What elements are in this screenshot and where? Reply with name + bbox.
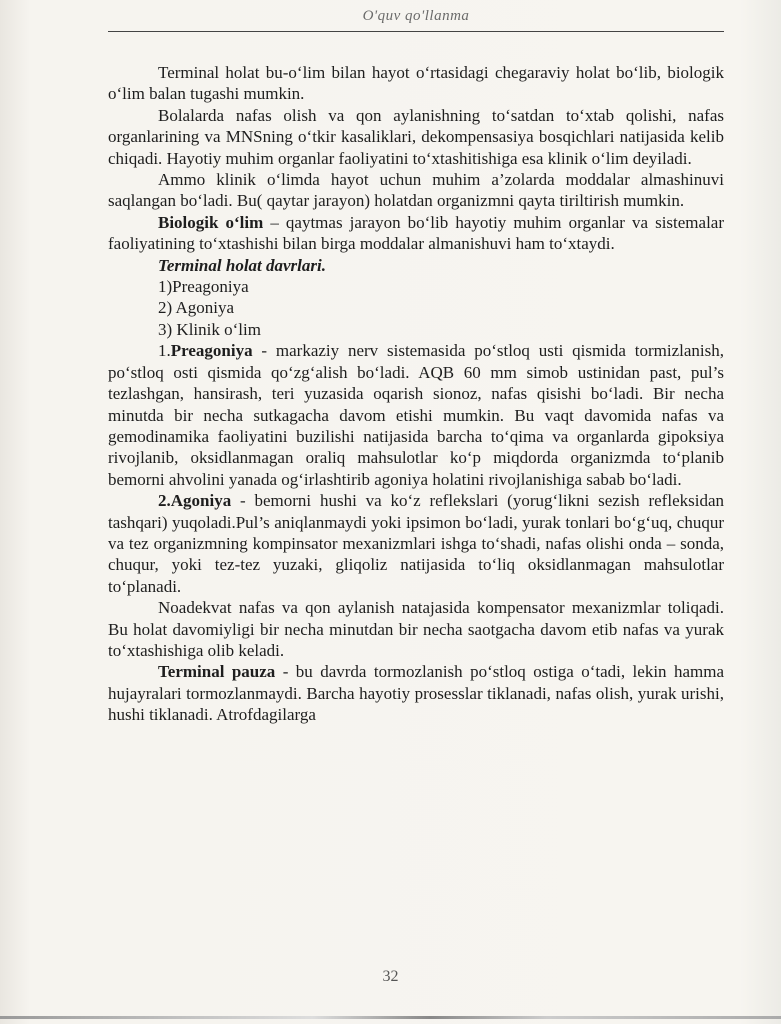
list-item: 2) Agoniya <box>158 298 235 318</box>
paragraph-text: – qaytmas jarayon bo‘lib hayotiy muhim organlar va sistemalar faoliyatining to‘xtashishi bilan birga moddalar almanishuvi ham to‘xtaydi. <box>108 212 724 254</box>
paragraph-number: 1. <box>158 341 171 361</box>
paragraph-text: - bu davrda tormozlanish po‘stloq ostiga o‘tadi, lekin hamma hujayralari tormozlanmaydi. Barcha hayotiy prosesslar tiklanadi, nafas olish, yurak urishi, hushi tiklanadi. Atrofdagilarga <box>108 662 725 725</box>
list-item: 1)Preagoniya <box>158 277 249 297</box>
scan-edge <box>0 1016 781 1019</box>
paragraph: Terminal holat bu-o‘lim bilan hayot o‘rtasidagi chegaraviy holat bo‘lib, biologik o‘lim balan tugashi mumkin. <box>108 63 724 104</box>
paragraph-text: - bemorni hushi va ko‘z reflekslari (yorug‘likni sezish refleksidan tashqari) yuqoladi.Pul’s aniqlanmaydi yoki ipsimon bo‘ladi, yurak tonlari bo‘g‘uq, chuqur va tez organizmning kompinsator mexanizmlari ishga to‘shadi, nafas olishi onda – sonda, chuqur, yoki tez-tez yuzaki, gliqoliz natijasida to‘liq oksidlanmagan mahsulotlar to‘planadi. <box>108 491 724 596</box>
paragraph-text: - markaziy nerv sistemasida po‘stloq usti qismida tormizlanish, po‘stloq osti qismida qo‘zg‘alish bo‘ladi. AQB 60 mm simob ustinidan past, pul’s tezlashgan, hansirash, teri yuzasida oqarish sionoz, nafas qisishi bo‘ladi. Bir necha minutda bir necha sutkagacha davom etishi mumkin. Bu vaqt davomida nafas va gemodinamika faoliyatini buzilishi natijasida barcha to‘qima va organlarda gipoksiya rivojlanib, oksidlanmagan oraliq mahsulotlar ko‘p miqdorda organizmda to‘planib bemorni ahvolini yanada og‘irlashtirib agoniya holatini rivojlanishiga sabab bo‘ladi. <box>108 341 724 489</box>
paragraph <box>108 340 724 490</box>
term-preagoniya: Preagoniya <box>170 341 253 361</box>
section-heading: Terminal holat davrlari. <box>158 255 326 275</box>
list-item: 3) Klinik o‘lim <box>158 319 261 339</box>
term-biologik-olim: Biologik o‘lim <box>158 212 264 232</box>
page-number: 32 <box>382 968 399 985</box>
paragraph <box>108 212 724 255</box>
running-head: O'quv qo'llanma <box>362 8 470 24</box>
header-rule <box>108 31 724 32</box>
term-terminal-pauza: Terminal pauza <box>158 662 276 682</box>
paragraph: Bolalarda nafas olish va qon aylanishning to‘satdan to‘xtab qolishi, nafas organlarining va MNSning o‘tkir kasaliklari, dekompensasiya bosqichlari natijasida kelib chiqadi. Hayotiy muhim organlar faoliyatini to‘xtashitishiga esa klinik o‘lim deyiladi. <box>108 105 724 168</box>
paragraph <box>108 490 724 597</box>
body-text <box>108 62 724 726</box>
paragraph: Ammo klinik o‘limda hayot uchun muhim a’zolarda moddalar almashinuvi saqlangan bo‘ladi. Bu( qaytar jarayon) holatdan organizmni qayta tiriltirish mumkin. <box>108 170 724 211</box>
term-agoniya: 2.Agoniya <box>158 491 232 511</box>
paragraph: Noadekvat nafas va qon aylanish natajasida kompensator mexanizmlar toliqadi. Bu holat davomiyligi bir necha minutdan bir necha saotgacha davom etib nafas va yurak to‘xtashishiga olib keladi. <box>108 598 724 660</box>
paragraph <box>108 661 724 725</box>
